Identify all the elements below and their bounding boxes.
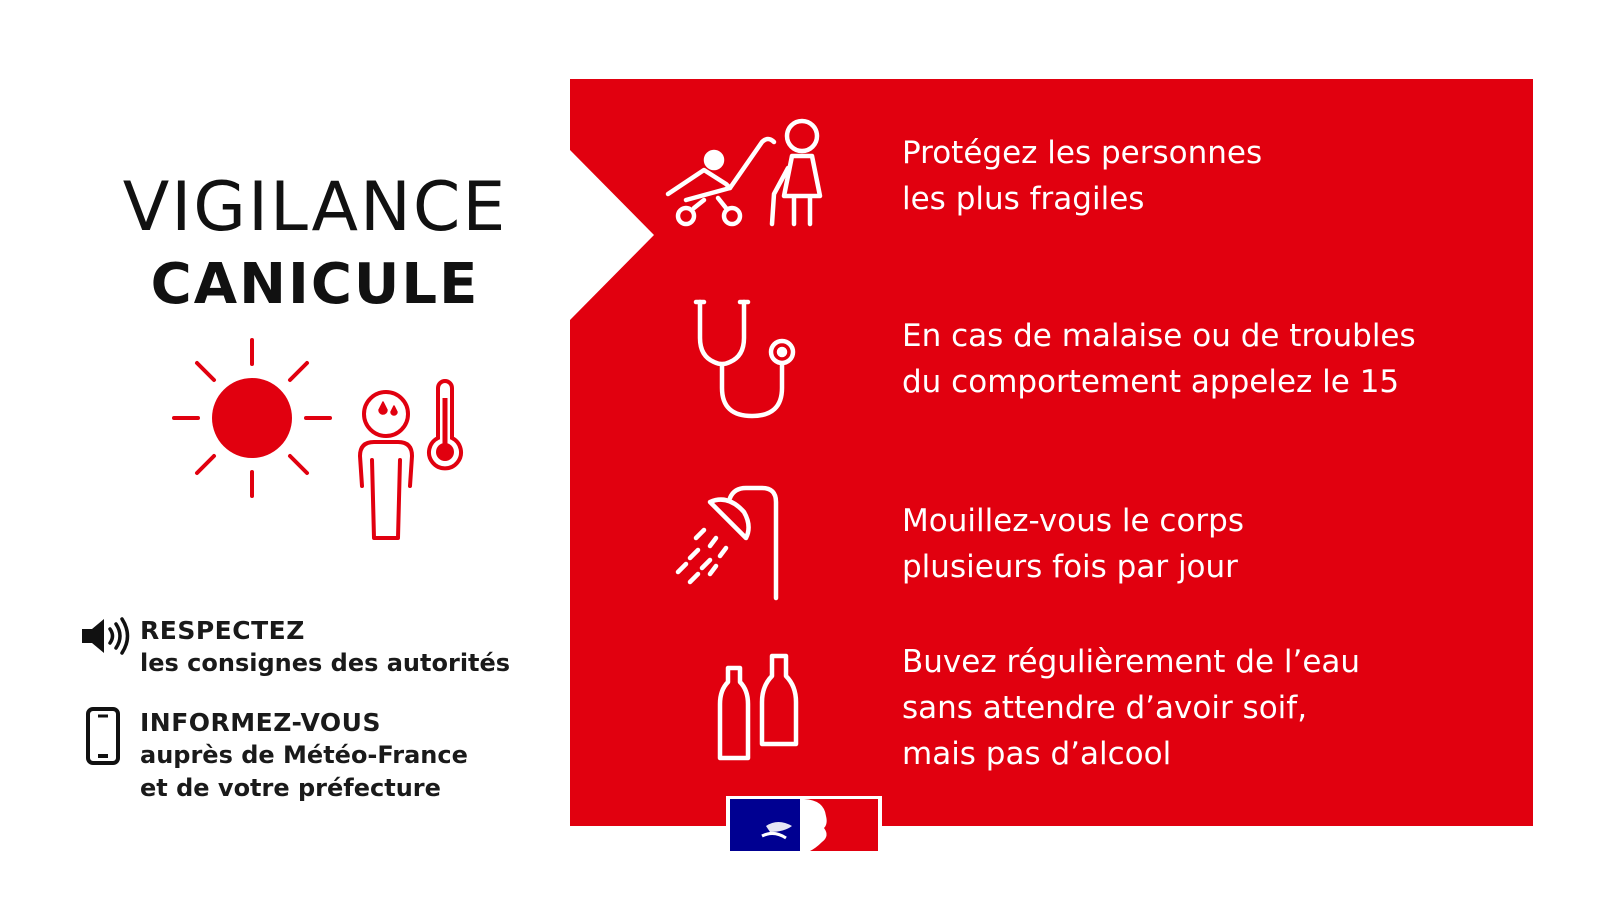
person-icon [360,392,412,538]
advice-line: Buvez régulièrement de l’eau [902,644,1361,680]
info-line: auprès de Météo-France [140,741,468,769]
info-row-informez [78,706,468,805]
advice-line: plusieurs fois par jour [902,549,1238,585]
advice-line: du comportement appelez le 15 [902,364,1400,400]
title-canicule: CANICULE [150,252,480,317]
stethoscope-icon [692,298,812,422]
megaphone-icon [78,614,130,658]
info-line: et de votre préfecture [140,774,441,802]
bottles-icon [716,652,806,762]
info-line: les consignes des autorités [140,649,511,677]
title-vigilance: VIGILANCE [122,168,508,247]
shower-icon [670,484,790,602]
advice-line: sans attendre d’avoir soif, [902,690,1308,726]
thermometer-icon [429,381,461,468]
advice-line: les plus fragiles [902,181,1145,217]
advice-text-3 [902,498,1244,590]
advice-text-2 [902,313,1416,405]
advice-line: En cas de malaise ou de troubles [902,318,1416,354]
smartphone-icon [78,706,130,768]
info-row-respectez [78,614,510,680]
advice-line: mais pas d’alcool [902,736,1172,772]
advice-text-1 [902,130,1262,222]
advice-text-4 [902,639,1360,777]
advice-line: Protégez les personnes [902,135,1263,171]
republique-logo [726,796,882,854]
sun-icon [174,340,330,496]
info-heading-respectez: RESPECTEZ [140,616,305,645]
advice-line: Mouillez-vous le corps [902,503,1244,539]
left-column [0,0,570,900]
stroller-elderly-icon [664,118,834,230]
panel-notch [570,150,654,320]
info-heading-informez: INFORMEZ-VOUS [140,708,381,737]
heatwave-icon [160,338,480,558]
